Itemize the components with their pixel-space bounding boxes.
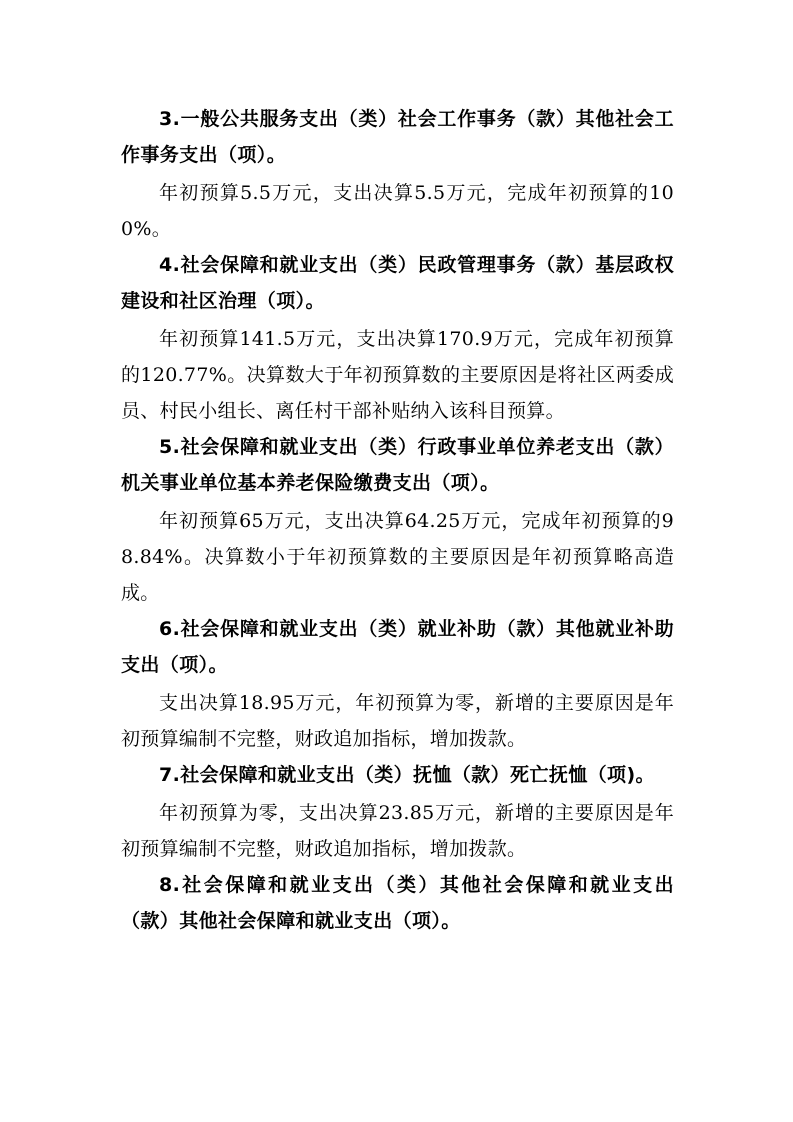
section-8-heading: 8.社会保障和就业支出（类）其他社会保障和就业支出（款）其他社会保障和就业支出（项）。 <box>121 874 674 932</box>
section-3-heading: 3.一般公共服务支出（类）社会工作事务（款）其他社会工作事务支出（项）。 <box>121 108 674 166</box>
section-6-body: 支出决算18.95万元，年初预算为零，新增的主要原因是年初预算编制不完整，财政追加指标，增加拨款。 <box>121 692 674 750</box>
section-7-heading: 7.社会保障和就业支出（类）抚恤（款）死亡抚恤（项)。 <box>159 764 655 786</box>
section-5-body: 年初预算65万元，支出决算64.25万元，完成年初预算的98.84%。决算数小于年初预算数的主要原因是年初预算略高造成。 <box>121 510 674 604</box>
section-3-body: 年初预算5.5万元，支出决算5.5万元，完成年初预算的100%。 <box>121 182 674 240</box>
section-6-heading: 6.社会保障和就业支出（类）就业补助（款）其他就业补助支出（项）。 <box>121 618 674 676</box>
document-page <box>121 101 674 939</box>
section-5-heading: 5.社会保障和就业支出（类）行政事业单位养老支出（款）机关事业单位基本养老保险缴费支出（项）。 <box>121 436 674 494</box>
section-4-heading: 4.社会保障和就业支出（类）民政管理事务（款）基层政权建设和社区治理（项）。 <box>121 254 674 312</box>
section-7-body: 年初预算为零，支出决算23.85万元，新增的主要原因是年初预算编制不完整，财政追加指标，增加拨款。 <box>121 802 674 860</box>
section-4-body: 年初预算141.5万元，支出决算170.9万元，完成年初预算的120.77%。决算数大于年初预算数的主要原因是将社区两委成员、村民小组长、离任村干部补贴纳入该科目预算。 <box>121 328 674 422</box>
